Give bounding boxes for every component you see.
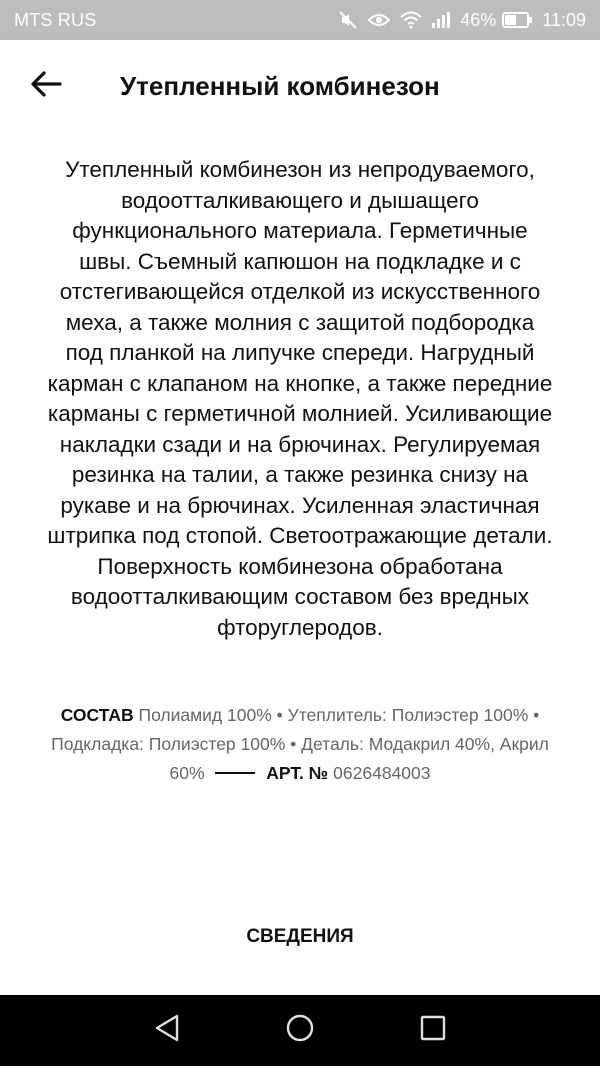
battery-indicator <box>460 10 532 31</box>
nav-recents-button[interactable] <box>403 1001 463 1061</box>
product-details <box>0 133 600 995</box>
signal-icon <box>432 12 450 28</box>
mute-icon <box>338 10 358 30</box>
battery-percent: 46% <box>460 9 497 30</box>
nav-home-button[interactable] <box>270 1001 330 1061</box>
circle-home-icon <box>285 1013 315 1048</box>
battery-icon <box>502 12 532 28</box>
composition-label: СОСТАВ <box>60 705 134 725</box>
triangle-back-icon <box>154 1014 180 1047</box>
system-nav-bar <box>0 995 600 1066</box>
wifi-icon <box>400 11 422 29</box>
app-bar <box>0 40 600 133</box>
back-button[interactable] <box>14 55 78 119</box>
composition-text: Полиамид 100% • Утеплитель: Полиэстер 100% • Подкладка: Полиэстер 100% • Деталь: Модакрил 40%, Акрил 60% <box>51 705 549 783</box>
square-recents-icon <box>420 1015 446 1046</box>
status-icons <box>338 10 586 31</box>
eye-icon <box>368 12 390 28</box>
page-title: Утепленный комбинезон <box>120 71 440 101</box>
separator-dash <box>215 772 255 774</box>
clock-time: 11:09 <box>542 9 586 30</box>
nav-back-button[interactable] <box>137 1001 197 1061</box>
status-bar <box>0 0 600 40</box>
article-number: 0626484003 <box>333 763 431 783</box>
carrier-name: MTS RUS <box>14 9 97 30</box>
article-label: АРТ. № <box>266 763 329 783</box>
composition-block <box>50 701 550 788</box>
product-description: Утепленный комбинезон из непродуваемого, водоотталкивающего и дышащего функционального материала. Герметичные швы. Съемный капюшон на подкладке и с отстегивающейся отделкой из искусственного меха, а также молния с защитой подбородка под планкой на липучке спереди. Нагрудный карман с клапаном на кнопке, а также передние карманы с герметичной молнией. Усиливающие накладки сзади и на брючинах. Регулируемая резинка на талии, а также резинка снизу на рукаве и на брючинах. Усиленная эластичная штрипка под стопой. Светоотражающие детали. Поверхность комбинезона обработана водоотталкивающим составом без вредных фторуглеродов. <box>47 157 553 640</box>
arrow-left-icon <box>30 70 62 103</box>
info-link[interactable]: СВЕДЕНИЯ <box>246 926 354 947</box>
